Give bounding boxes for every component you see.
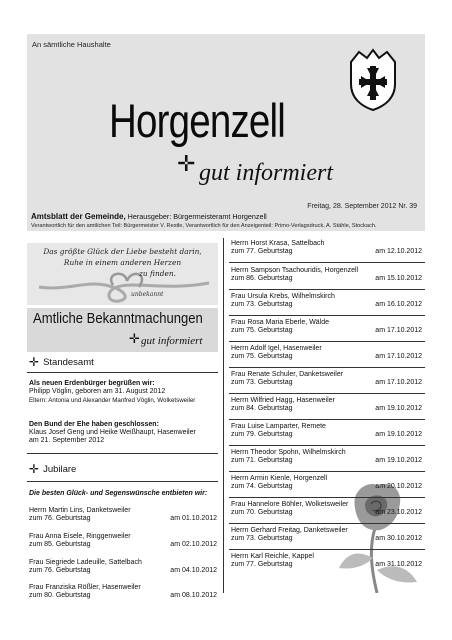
notices-banner (27, 308, 218, 352)
jubilar-age: zum 76. Geburtstag (29, 515, 91, 523)
divider (229, 497, 425, 498)
section-title: Standesamt (43, 356, 94, 368)
list-item (231, 449, 422, 466)
cross-icon: ✛ (129, 332, 140, 347)
jubilar-name: Herrn Armin Kienle, Horgenzell (231, 475, 328, 482)
jubilar-age: zum 79. Geburtstag (231, 431, 293, 439)
jubilar-date: am 01.10.2012 (170, 515, 217, 523)
divider (229, 445, 425, 446)
section-title: Jubilare (43, 463, 77, 475)
quote-line: zu finden. (139, 269, 176, 278)
list-item (231, 475, 422, 492)
jubilar-age: zum 73. Geburtstag (231, 379, 293, 387)
jubilar-name: Herrn Martin Lins, Danketsweiler (29, 507, 131, 514)
births-title: Als neuen Erdenbürger begrüßen wir: (29, 380, 155, 387)
column-divider (223, 238, 224, 593)
quote-author: unbekannt (131, 291, 164, 298)
jubilar-name: Herrn Adolf Igel, Hasenweiler (231, 345, 322, 352)
list-item (29, 584, 217, 601)
list-item (231, 267, 422, 284)
jubilare-intro: Die besten Glück- und Segenswünsche entbieten wir: (29, 490, 208, 497)
jubilar-name: Herrn Gerhard Freitag, Danketsweiler (231, 527, 348, 534)
jubilar-name: Frau Renate Schuler, Danketsweiler (231, 371, 344, 378)
jubilar-age: zum 84. Geburtstag (231, 405, 293, 413)
jubilar-name: Frau Luise Lamparter, Remete (231, 423, 326, 430)
jubilar-name: Herrn Sampson Tsachouridis, Horgenzell (231, 267, 359, 274)
births-parents: Eltern: Antonia und Alexander Manfred Vöglin, Wolketsweiler (29, 397, 196, 404)
coat-of-arms-icon (347, 48, 399, 112)
cross-icon: ✛ (177, 152, 196, 177)
jubilar-date: am 19.10.2012 (375, 457, 422, 465)
jubilar-date: am 31.10.2012 (375, 561, 422, 569)
marriage-line: Klaus Josef Geng und Heike Weißhaupt, Hasenweiler (29, 429, 196, 436)
divider (229, 393, 425, 394)
divider (229, 289, 425, 290)
jubilar-date: am 08.10.2012 (170, 592, 217, 600)
jubilar-date: am 23.10.2012 (375, 509, 422, 517)
list-item (29, 559, 217, 576)
jubilar-name: Frau Franziska Rößler, Hasenweiler (29, 584, 141, 591)
divider (27, 453, 218, 454)
divider (229, 419, 425, 420)
divider (27, 372, 218, 373)
notices-title: Amtliche Bekanntmachungen (33, 311, 203, 327)
jubilar-date: am 02.10.2012 (170, 541, 217, 549)
jubilar-date: am 12.10.2012 (375, 248, 422, 256)
jubilar-name: Herrn Wilfried Hagg, Hasenweiler (231, 397, 335, 404)
jubilar-age: zum 80. Geburtstag (29, 592, 91, 600)
jubilar-age: zum 75. Geburtstag (231, 327, 293, 335)
standesamt-heading (29, 355, 94, 369)
masthead (27, 34, 425, 231)
jubilar-date: am 19.10.2012 (375, 405, 422, 413)
publisher-title: Amtsblatt der Gemeinde, (31, 212, 126, 221)
jubilar-age: zum 73. Geburtstag (231, 301, 293, 309)
issue-date: Freitag, 28. September 2012 Nr. 39 (307, 203, 417, 210)
tagline-text: gut informiert (199, 160, 334, 186)
jubilar-date: am 19.10.2012 (375, 431, 422, 439)
jubilare-heading (29, 462, 76, 476)
jubilar-name: Herrn Karl Reichle, Kappel (231, 553, 314, 560)
jubilar-age: zum 85. Geburtstag (29, 541, 91, 549)
list-item (231, 527, 422, 544)
quote-line: Das größte Glück der Liebe besteht darin, (43, 247, 202, 256)
publisher-line (31, 212, 267, 221)
jubilar-date: am 17.10.2012 (375, 327, 422, 335)
households-note: An sämtliche Haushalte (32, 40, 111, 49)
jubilar-date: am 17.10.2012 (375, 353, 422, 361)
births-line: Philipp Vöglin, geboren am 31. August 2012 (29, 388, 166, 395)
divider (229, 367, 425, 368)
divider (229, 471, 425, 472)
jubilar-name: Herrn Horst Krasa, Sattelbach (231, 240, 325, 247)
jubilar-name: Frau Siegriede Ladeuille, Sattelbach (29, 559, 142, 566)
quote-line: Ruhe in einem anderen Herzen (63, 258, 182, 267)
jubilar-age: zum 74. Geburtstag (231, 483, 293, 491)
marriage-date: am 21. September 2012 (29, 437, 105, 444)
publisher-rest: Herausgeber: Bürgermeisteramt Horgenzell (125, 212, 267, 221)
jubilar-name: Frau Ursula Krebs, Wilhelmskirch (231, 293, 335, 300)
divider (229, 523, 425, 524)
jubilar-age: zum 73. Geburtstag (231, 535, 293, 543)
jubilar-date: am 15.10.2012 (375, 275, 422, 283)
divider (229, 549, 425, 550)
divider (229, 262, 425, 263)
jubilar-name: Herrn Theodor Spohn, Wilhelmskirch (231, 449, 346, 456)
list-item (231, 319, 422, 336)
list-item (231, 553, 422, 570)
list-item (231, 397, 422, 414)
quote-box (27, 243, 218, 305)
jubilar-date: am 30.10.2012 (375, 535, 422, 543)
jubilar-age: zum 71. Geburtstag (231, 457, 293, 465)
divider (229, 341, 425, 342)
jubilar-name: Frau Anna Eisele, Ringgenweiler (29, 533, 131, 540)
jubilar-date: am 04.10.2012 (170, 567, 217, 575)
divider (27, 481, 218, 482)
jubilar-name: Frau Hannelore Böhler, Wolketsweiler (231, 501, 349, 508)
cross-icon: ✛ (29, 462, 40, 476)
quote-text (31, 246, 214, 279)
list-item (231, 501, 422, 518)
marriage-title: Den Bund der Ehe haben geschlossen: (29, 421, 159, 428)
responsibility-line: Verantwortlich für den amtlichen Teil: Bürgermeister V. Restle, Verantwortlich für den Anzeigenteil: Primo-Verlagsdruck, A. Stähle, Stockach. (31, 223, 377, 229)
jubilar-age: zum 76. Geburtstag (29, 567, 91, 575)
list-item (231, 345, 422, 362)
jubilar-date: am 20.10.2012 (375, 483, 422, 491)
divider (229, 315, 425, 316)
town-name: Horgenzell (108, 94, 286, 147)
jubilar-date: am 17.10.2012 (375, 379, 422, 387)
jubilar-age: zum 77. Geburtstag (231, 561, 293, 569)
cross-icon: ✛ (29, 355, 40, 369)
jubilar-age: zum 77. Geburtstag (231, 248, 293, 256)
jubilar-age: zum 75. Geburtstag (231, 353, 293, 361)
jubilar-age: zum 70. Geburtstag (231, 509, 293, 517)
jubilar-date: am 16.10.2012 (375, 301, 422, 309)
notices-tagline: gut informiert (141, 335, 203, 347)
list-item (231, 371, 422, 388)
list-item (231, 293, 422, 310)
list-item (231, 423, 422, 440)
list-item (231, 240, 422, 257)
list-item (29, 533, 217, 550)
jubilar-age: zum 86. Geburtstag (231, 275, 293, 283)
jubilar-name: Frau Rosa Maria Eberle, Wälde (231, 319, 330, 326)
list-item (29, 507, 217, 524)
